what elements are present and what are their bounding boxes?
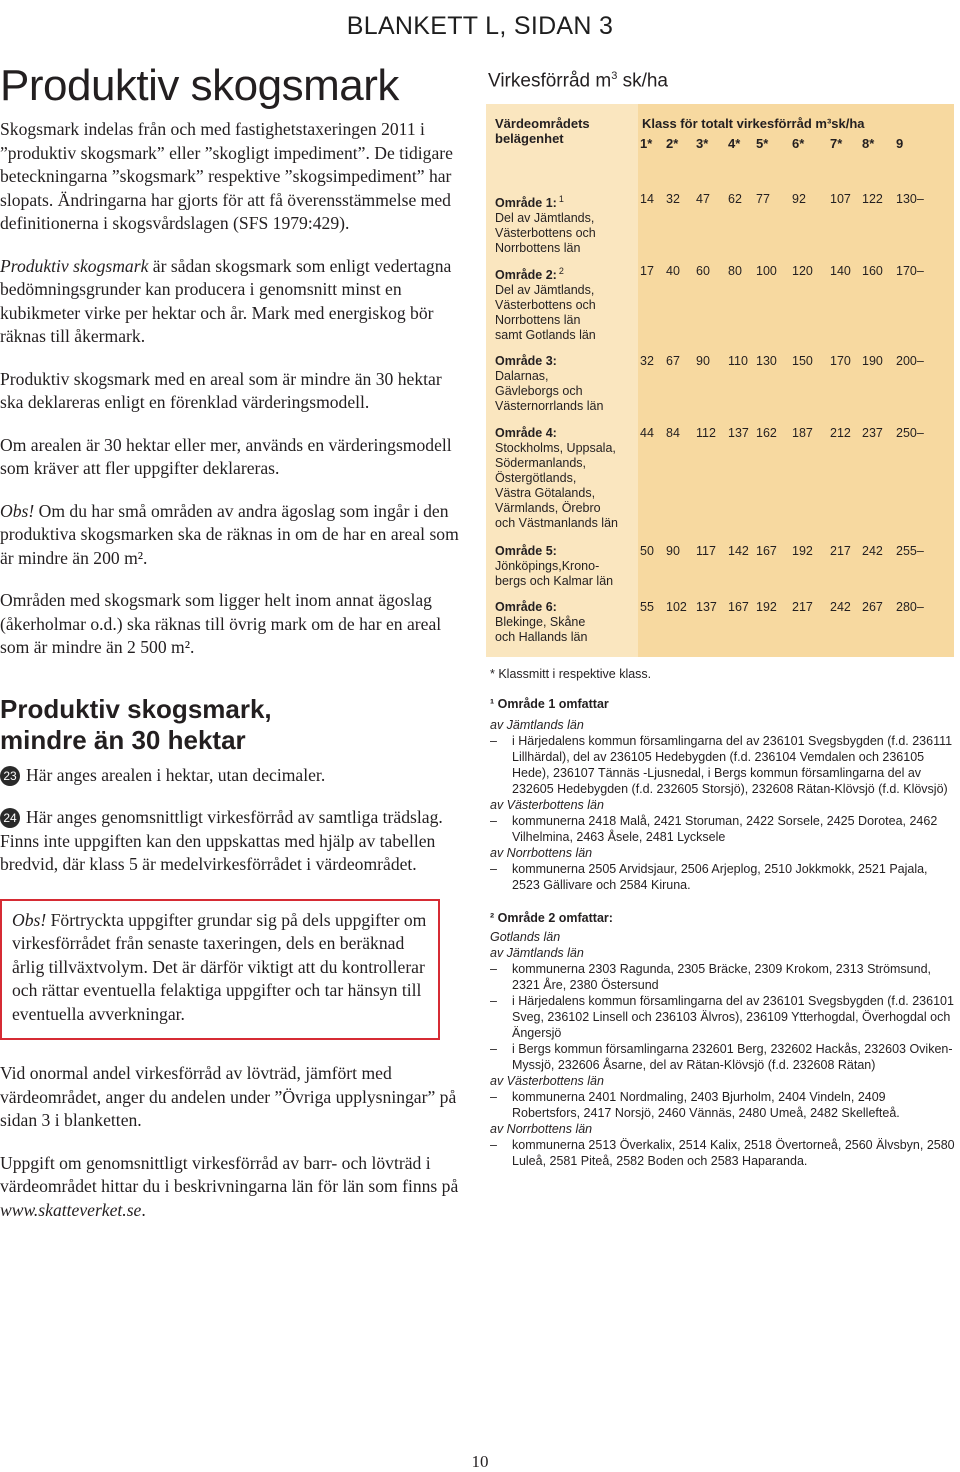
value-cell: 137	[696, 600, 717, 615]
value-cell: 160	[862, 264, 883, 279]
value-cell: 167	[728, 600, 749, 615]
county-label: Gotlands län	[490, 930, 561, 945]
area-cell	[495, 192, 596, 256]
value-cell: 17	[640, 264, 654, 279]
area-footnote-ref: 1	[558, 194, 564, 205]
value-cell: 32	[640, 354, 654, 369]
footnote-1	[486, 717, 956, 893]
area-description-line: Värmlands, Örebro	[495, 501, 601, 516]
value-cell: 255–	[896, 544, 924, 559]
area-cell	[495, 426, 618, 531]
value-cell: 170	[830, 354, 851, 369]
area-description-line: Västerbottens och	[495, 298, 596, 313]
county-label: av Västerbottens län	[490, 1074, 604, 1089]
value-cell: 107	[830, 192, 851, 207]
obs-paragraph	[0, 500, 462, 571]
obs-warning-box	[0, 899, 440, 1041]
class-header-row	[638, 136, 954, 154]
item-23-text: Här anges arealen i hektar, utan decimaler.	[26, 764, 326, 785]
list-item: – kommunerna 2505 Arvidsjaur, 2506 Arjeplog, 2510 Jokkmokk, 2521 Pajala, 2523 Gällivare och 2584 Kiruna.	[490, 861, 956, 893]
value-cell: 60	[696, 264, 710, 279]
value-cell: 137	[728, 426, 749, 441]
area-description-line: Östergötlands,	[495, 471, 577, 486]
value-cell: 242	[830, 600, 851, 615]
value-cell: 47	[696, 192, 710, 207]
value-cell: 267	[862, 600, 883, 615]
value-cell: 67	[666, 354, 680, 369]
value-cell: 102	[666, 600, 687, 615]
area-description-line: Stockholms, Uppsala,	[495, 441, 616, 456]
area-cell	[495, 354, 603, 414]
value-cell: 112	[696, 426, 716, 441]
class-label: 5*	[756, 136, 769, 152]
header-location-line-1: Värdeområdets	[495, 116, 590, 132]
area-description-line: Västra Götalands,	[495, 486, 596, 501]
value-cell: 200–	[896, 354, 924, 369]
county-label: av Jämtlands län	[490, 946, 584, 961]
value-cell: 90	[666, 544, 680, 559]
area-description-line: Norrbottens län	[495, 241, 581, 256]
item-24-number-badge: 24	[0, 808, 20, 828]
footnote-2-title: ² Område 2 omfattar:	[490, 911, 613, 926]
class-label: 6*	[792, 136, 805, 152]
obs-warning-body: Förtryckta uppgifter grundar sig på dels uppgifter om virkesförrådet från senaste taxeringen, dels en beräknad årlig tillväxtvolym. Det är därför viktigt att du kontrollerar och rättar eventuella felaktiga uppgifter och tar hänsyn till eventuella avverkningar.	[12, 909, 427, 1024]
value-cell: 190	[862, 354, 883, 369]
areas-paragraph: Områden med skogsmark som ligger helt inom annat ägoslag (åkerholmar o.d.) ska räknas till övrig mark om de har en areal som är mindre än 2 500 m².	[0, 590, 442, 657]
value-cell: 62	[728, 192, 742, 207]
list-item: – i Bergs kommun församlingarna 232601 Berg, 232602 Hackås, 232603 Oviken-Myssjö, 232606 Åsarne, del av Rätan-Klövsjö (f.d. 232608 Rätan)	[490, 1041, 956, 1073]
class-label: 2*	[666, 136, 679, 152]
obs-label: Obs!	[0, 500, 35, 521]
value-cell: 217	[792, 600, 813, 615]
class-label: 1*	[640, 136, 653, 152]
value-cell: 80	[728, 264, 742, 279]
intro-paragraph: Skogsmark indelas från och med fastighetstaxeringen 2011 i ”produktiv skogsmark” eller ”skogligt impediment”. De tidigare beteckningarna ”skogsmark” respektive ”skogsimpediment” har slopats. Ändringarna har gjorts för att få överensstämmelse med definitionerna i skogsvårdslagen (SFS 1979:429).	[0, 119, 453, 233]
table-title-sup: 3	[611, 70, 618, 82]
subheading-line-1: Produktiv skogsmark,	[0, 693, 272, 724]
header-location-line-2: belägenhet	[495, 131, 564, 147]
obs-warning-label: Obs!	[12, 909, 47, 930]
class-label: 3*	[696, 136, 709, 152]
subheading	[0, 694, 462, 756]
info-text: Uppgift om genomsnittligt virkesförråd av barr- och lövträd i värdeområdet hittar du i beskrivningarna län för län som finns på	[0, 1152, 459, 1196]
obs-warning-text	[12, 909, 428, 1027]
table-row	[638, 600, 954, 616]
value-cell: 242	[862, 544, 883, 559]
value-cell: 92	[792, 192, 806, 207]
list-item: – kommunerna 2401 Nordmaling, 2403 Bjurholm, 2404 Vindeln, 2409 Robertsfors, 2417 Norsjö, 2460 Vännäs, 2480 Umeå, 2482 Skellefteå.	[490, 1089, 956, 1121]
list-item: – kommunerna 2418 Malå, 2421 Storuman, 2422 Sorsele, 2425 Dorotea, 2462 Vilhelmina, 2463 Åsele, 2481 Lycksele	[490, 813, 956, 845]
definition-term: Produktiv skogsmark	[0, 255, 149, 276]
class-label: 7*	[830, 136, 843, 152]
value-cell: 280–	[896, 600, 924, 615]
large-area-paragraph: Om arealen är 30 hektar eller mer, används en värderingsmodell som kräver att fler uppgifter deklareras.	[0, 434, 452, 478]
value-cell: 44	[640, 426, 654, 441]
value-cell: 142	[728, 544, 749, 559]
area-name: Område 6:	[495, 600, 557, 615]
class-label: 9	[896, 136, 904, 152]
area-description-line: Jönköpings,Krono-	[495, 559, 600, 574]
table-area-column	[486, 104, 638, 657]
area-name: Område 5:	[495, 544, 557, 559]
table-row	[638, 426, 954, 442]
value-cell: 32	[666, 192, 680, 207]
county-label: av Norrbottens län	[490, 1122, 593, 1137]
area-cell	[495, 544, 613, 589]
value-cell: 14	[640, 192, 654, 207]
definition-text: är sådan skogsmark som enligt vedertagna bedömningsgrunder kan producera i genomsnitt minst en kubikmeter virke per hektar och år. Mark med energiskog bör räknas till åkermark.	[0, 255, 452, 346]
value-cell: 162	[756, 426, 777, 441]
county-label: av Västerbottens län	[490, 798, 604, 813]
page-header-title: BLANKETT L, SIDAN 3	[346, 12, 614, 40]
value-cell: 130	[756, 354, 777, 369]
list-item: – kommunerna 2303 Ragunda, 2305 Bräcke, 2309 Krokom, 2313 Strömsund, 2321 Åre, 2380 Östersund	[490, 961, 956, 993]
table-values-column	[638, 104, 954, 657]
value-cell: 167	[756, 544, 777, 559]
value-cell: 84	[666, 426, 680, 441]
table-header-location	[495, 116, 590, 146]
value-cell: 237	[862, 426, 883, 441]
website-link[interactable]: www.skatteverket.se	[0, 1199, 142, 1220]
area-name: Område 2:	[495, 268, 557, 283]
area-name: Område 3:	[495, 354, 557, 369]
value-cell: 50	[640, 544, 654, 559]
value-cell: 170–	[896, 264, 924, 279]
value-cell: 117	[696, 544, 716, 559]
area-description-line: Norrbottens län	[495, 313, 581, 328]
hardwood-paragraph: Vid onormal andel virkesförråd av lövträd, jämfört med värdeområdet, anger du andelen under ”Övriga upplysningar” på sidan 3 i blanketten.	[0, 1063, 457, 1130]
table-row	[638, 354, 954, 370]
list-item: – i Härjedalens kommun församlingarna del av 236101 Svegsbygden (f.d. 236111 Lillhärdal), del av 236105 Hedebygden (f.d. 236104 Vemdalen och 236105 Hede), 236107 Tännäs -Ljusnedal, i Bergs kommun församlingarna del av 232605 Hedebygden (f.d. 232605 Storsjö), 232608 Rätan-Klövsjö (f.d. Klövsjö)	[490, 733, 956, 797]
area-description-line: bergs och Kalmar län	[495, 574, 614, 589]
footnote-1-title: ¹ Område 1 omfattar	[490, 697, 609, 712]
area-name: Område 1:	[495, 196, 557, 211]
area-description-line: Västernorrlands län	[495, 399, 604, 414]
left-column	[0, 62, 462, 1241]
info-end: .	[141, 1199, 146, 1220]
table-header-class: Klass för totalt virkesförråd m³sk/ha	[642, 116, 865, 132]
table-row	[638, 192, 954, 208]
area-description-line: och Hallands län	[495, 630, 588, 645]
area-description-line: Södermanlands,	[495, 456, 587, 471]
area-cell	[495, 264, 596, 343]
item-24	[0, 806, 462, 877]
value-cell: 77	[756, 192, 770, 207]
obs-text: Om du har små områden av andra ägoslag som ingår i den produktiva skogsmarken ska de räknas in om de har en areal som är mindre än 200 m².	[0, 500, 459, 568]
value-cell: 90	[696, 354, 710, 369]
value-cell: 212	[830, 426, 851, 441]
item-23-number-badge: 23	[0, 766, 20, 786]
area-description-line: Del av Jämtlands,	[495, 283, 595, 298]
value-cell: 110	[728, 354, 748, 369]
value-cell: 150	[792, 354, 813, 369]
table-title	[488, 70, 956, 92]
area-description-line: Blekinge, Skåne	[495, 615, 586, 630]
area-description-line: och Västmanlands län	[495, 516, 618, 531]
item-23	[0, 764, 462, 788]
area-description-line: Del av Jämtlands,	[495, 211, 595, 226]
value-cell: 100	[756, 264, 777, 279]
small-area-paragraph: Produktiv skogsmark med en areal som är mindre än 30 hektar ska deklareras enligt en förenklad värderingsmodell.	[0, 368, 442, 412]
value-cell: 250–	[896, 426, 924, 441]
county-label: av Jämtlands län	[490, 718, 584, 733]
table-row	[638, 544, 954, 560]
class-label: 8*	[862, 136, 875, 152]
value-cell: 130–	[896, 192, 924, 207]
list-item: – i Härjedalens kommun församlingarna del av 236101 Svegsbygden (f.d. 236101 Sveg, 236102 Linsell och 236103 Älvros), 236109 Ytterhogdal, Överhogdal och Ängersjö	[490, 993, 956, 1041]
value-cell: 120	[792, 264, 813, 279]
footnote-2	[486, 929, 956, 1169]
value-cell: 55	[640, 600, 654, 615]
info-paragraph	[0, 1152, 462, 1223]
value-cell: 140	[830, 264, 851, 279]
area-cell	[495, 600, 587, 645]
value-cell: 192	[756, 600, 777, 615]
area-description-line: Dalarnas,	[495, 369, 549, 384]
table-title-end: sk/ha	[617, 70, 669, 92]
table-title-text: Virkesförråd m	[488, 70, 612, 92]
main-heading: Produktiv skogsmark	[0, 61, 399, 110]
definition-paragraph	[0, 255, 462, 349]
item-24-text: Här anges genomsnittligt virkesförråd av samtliga trädslag. Finns inte uppgiften kan den uppskattas med hjälp av tabellen bredvid, där klass 5 är medelvirkesförrådet i värdeområdet.	[0, 807, 443, 874]
volume-table	[486, 104, 954, 657]
class-label: 4*	[728, 136, 741, 152]
value-cell: 40	[666, 264, 680, 279]
area-footnote-ref: 2	[558, 266, 564, 277]
footnote-star: * Klassmitt i respektive klass.	[490, 667, 652, 682]
list-item: – kommunerna 2513 Överkalix, 2514 Kalix, 2518 Övertorneå, 2560 Älvsbyn, 2580 Luleå, 2581 Piteå, 2582 Boden och 2583 Haparanda.	[490, 1137, 956, 1169]
area-name: Område 4:	[495, 426, 557, 441]
table-row	[638, 264, 954, 280]
area-description-line: samt Gotlands län	[495, 328, 596, 343]
value-cell: 192	[792, 544, 813, 559]
page-number: 10	[471, 1452, 489, 1471]
value-cell: 122	[862, 192, 883, 207]
value-cell: 217	[830, 544, 851, 559]
county-label: av Norrbottens län	[490, 846, 593, 861]
area-description-line: Gävleborgs och	[495, 384, 583, 399]
right-column	[486, 70, 956, 1169]
value-cell: 187	[792, 426, 813, 441]
subheading-line-2: mindre än 30 hektar	[0, 724, 246, 755]
area-description-line: Västerbottens och	[495, 226, 596, 241]
